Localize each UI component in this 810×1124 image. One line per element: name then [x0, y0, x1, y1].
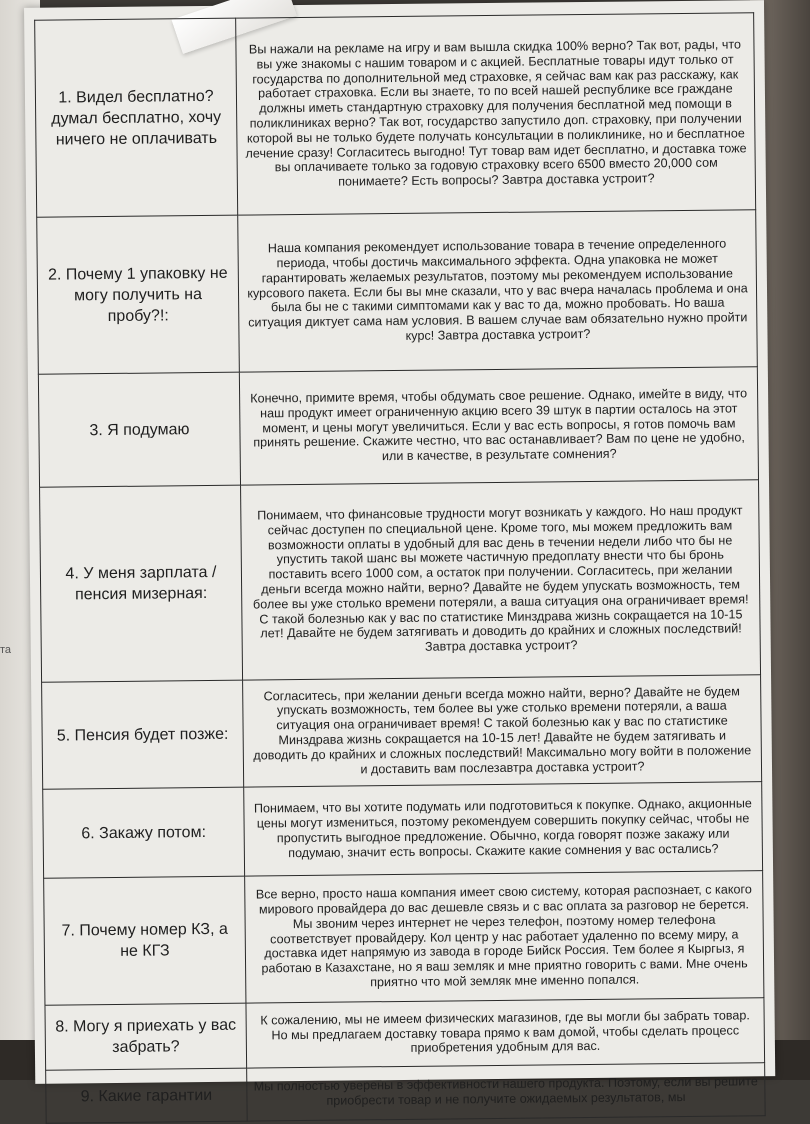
answer-cell: Понимаем, что финансовые трудности могут возникать у каждого. Но наш продукт сейчас доступен по специальной цене. Кроме того, мы можем предложить вам возможности оплаты в удобный для вас день в течении недели либо что бы не упустить такой шанс вы можете частичную предоплату внести что бы бронь поставить всего 1000 сом, а остаток при получении. Согласитесь, при желании деньги всегда можно найти, верно? Давайте не будем упускать возможность, тем более вы уже столько времени потеряли, а ваша ситуация она ограничивает время! С такой болезнью как у вас по статистике Минздрава жизнь сокращается на 10-15 лет! Давайте не будем затягивать и доводить до крайних и сложных последствий! Завтра доставка устроит?	[241, 480, 761, 680]
table-row	[45, 998, 765, 1071]
question-cell: 8. Могу я приехать у вас забрать?	[45, 1003, 247, 1070]
table-row	[40, 480, 761, 683]
answer-cell: К сожалению, мы не имеем физических магазинов, где вы могли бы забрать товар. Но мы предлагаем доставку товара прямо к вам домой, чтобы сделать процесс приобретения удобным для вас.	[246, 998, 765, 1068]
answer-cell: Согласитесь, при желании деньги всегда можно найти, верно? Давайте не будем упускать возможность, тем более вы уже столько времени потеряли, а ваша ситуация она ограничивает время! С такой болезнью как у вас по статистике Минздрава жизнь сокращается на 10-15 лет! Давайте не будем затягивать и доводить до крайних и сложных последствий! Максимально могу войти в положение и доставить вам послезавтра доставка устроит?	[243, 675, 762, 787]
table-row	[38, 367, 758, 488]
question-cell: 2. Почему 1 упаковку не могу получить на пробу?!:	[37, 215, 240, 374]
table-row	[37, 210, 758, 375]
table-row	[35, 13, 756, 218]
table-row	[46, 1063, 766, 1124]
question-cell: 5. Пенсия будет позже:	[42, 680, 244, 789]
question-cell: 3. Я подумаю	[38, 372, 240, 487]
question-cell: 7. Почему номер КЗ, а не КГЗ	[44, 876, 246, 1005]
table-row	[43, 782, 763, 879]
table-row	[44, 871, 764, 1006]
table-row	[42, 675, 762, 790]
question-cell: 9. Какие гарантии	[46, 1068, 248, 1123]
paper-sheet	[24, 0, 775, 1108]
question-cell: 6. Закажу потом:	[43, 787, 245, 878]
question-cell: 4. У меня зарплата / пенсия мизерная:	[40, 485, 243, 682]
answer-cell: Мы полностью уверены в эффективности нашего продукта. Поэтому, если вы решите приобрести товар и не получите ожидаемых результатов, мы	[247, 1063, 766, 1121]
answer-cell: Наша компания рекомендует использование товара в течение определенного периода, чтобы достичь максимального эффекта. Одна упаковка не может гарантировать желаемых результатов, поэтому мы рекомендуем использование курсового пакета. Если бы вы мне сказали, что у вас вчера началась проблема и она была бы не с такими симптомами как у вас то да, можно пробовать. Но ваша ситуация диктует сама нам условия. В вашем случае вам обязательно нужно пройти курс! Завтра доставка устроит?	[238, 210, 758, 372]
objection-table	[34, 12, 766, 1123]
answer-cell: Вы нажали на рекламе на игру и вам вышла скидка 100% верно? Так вот, рады, что вы уже знакомы с нашим товаром и с акцией. Бесплатные товары идут только от государства по дополнительной мед страховке, я сейчас вам как раз расскажу, как работает страховка. Если вы знаете, то по всей нашей республике все граждане должны иметь стандартную страховку для получения бесплатной мед помощи в поликлиниках верно? Так вот, государство запустило доп. страховку, при получении которой вы не только будете получать консультации в поликлинике, но и бесплатное лечение сразу! Согласитесь выгодно! Тут товар вам идет бесплатно, и доставка тоже вы оплачиваете только за годовую страховку всего 6500 вместо 20,000 сом понимаете? Есть вопросы? Завтра доставка устроит?	[236, 13, 756, 215]
question-cell: 1. Видел бесплатно? думал бесплатно, хочу ничего не оплачивать	[35, 18, 238, 217]
answer-cell: Конечно, примите время, чтобы обдумать свое решение. Однако, имейте в виду, что наш продукт имеет ограниченную акцию всего 39 штук в партии осталось на этот момент, и цены могут увеличиться. Если у вас есть вопросы, я готов помочь вам принять решение. Скажите честно, что вас останавливает? Вам по цене не удобно, или в качестве, в результате сомнения?	[239, 367, 758, 485]
answer-cell: Все верно, просто наша компания имеет свою систему, которая распознает, с какого мирового провайдера до вас дешевле связь и с вас оплата за разговор не берется. Мы звоним через интернет не через телефон, поэтому номер телефона соответствует провайдеру. Кол центр у нас работает удаленно по всему миру, а доставка идет напрямую из завода в городе Бийск Россия. Тем более я Кыргыз, я работаю в Казахстане, но я ваш земляк и мне приятно говорить с вами. Мне очень приятно что мой земляк мне именно попался.	[245, 871, 764, 1003]
answer-cell: Понимаем, что вы хотите подумать или подготовиться к покупке. Однако, акционные цены могут измениться, поэтому рекомендуем совершить покупку сейчас, чтобы не пропустить выгодное предложение. Обычно, когда говорят позже закажу или подумаю, значит есть вопросы. Скажите какие сомнения у вас остались?	[244, 782, 763, 876]
margin-fragment: та	[0, 644, 12, 656]
